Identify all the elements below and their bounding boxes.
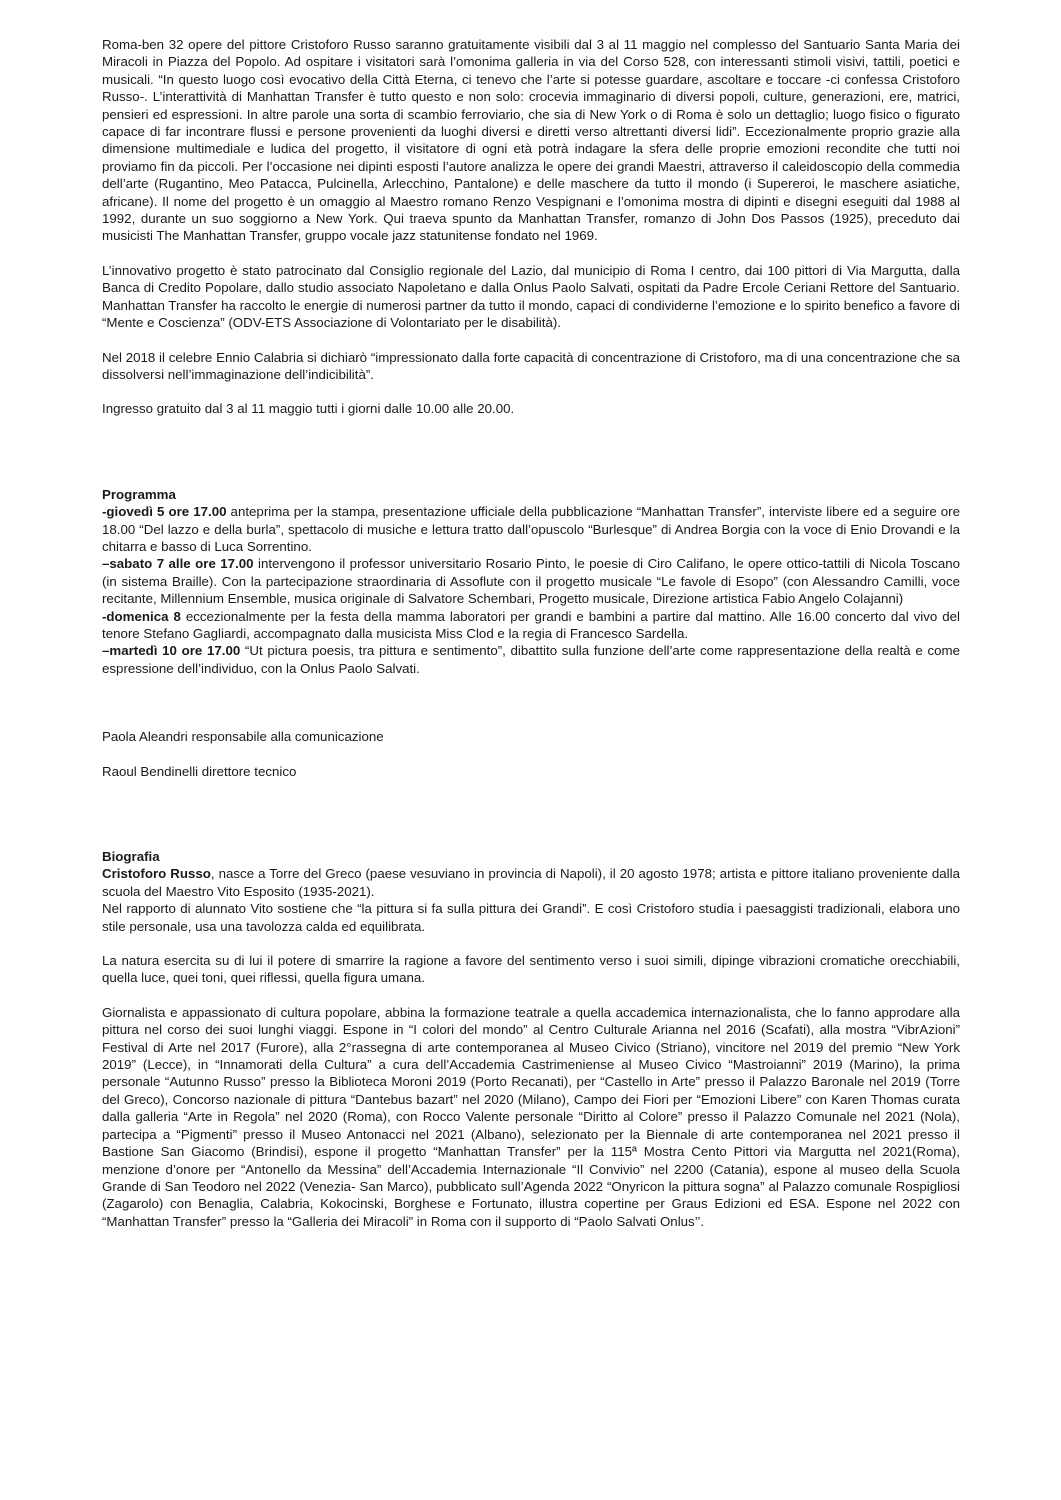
biografia-paragraph-2: La natura esercita su di lui il potere di smarrire la ragione a favore del sentimento verso i suoi simili, dipinge vibrazioni cromatiche orecchiabili, quella luce, quei toni, quei riflessi, quella figura umana. — [102, 953, 960, 986]
biografia-heading: Biografia — [102, 849, 160, 864]
programma-item — [102, 608, 960, 643]
programma-item-date: –martedì 10 ore 17.00 — [102, 643, 241, 659]
programma-item — [102, 503, 960, 555]
intro-paragraph-3: Nel 2018 il celebre Ennio Calabria si dichiarò “impressionato dalla forte capacità di concentrazione di Cristoforo, ma di una concentrazione che sa dissolversi nell’immaginazione dell’indicibilità”. — [102, 349, 960, 382]
credit-communication: Paola Aleandri responsabile alla comunicazione — [102, 729, 384, 745]
programma-item-text: anteprima per la stampa, presentazione ufficiale della pubblicazione “Manhattan Transfer”, interviste libere ed a seguire ore 18.00 “Del lazzo e della burla”, spettacolo di musiche e lettura tratto dall’opuscolo “Burlesque” di Andrea Borgia con la voce di Enio Drovandi e la chitarra e basso di Luca Sorrentino. — [102, 504, 961, 554]
programma-item-date: -giovedì 5 ore 17.00 — [102, 504, 227, 520]
programma-item-text: “Ut pictura poesis, tra pittura e sentimento”, dibattito sulla funzione dell’arte come rappresentazione della realtà e come espressione dell’individuo, con la Onlus Paolo Salvati. — [102, 643, 960, 676]
programma-item — [102, 555, 960, 607]
programma-item — [102, 642, 960, 677]
programma-item-text: eccezionalmente per la festa della mamma laboratori per grandi e bambini a partire dal mattino. Alle 16.00 concerto dal vivo del tenore Stefano Gagliardi, accompagnato dalla musicista Miss Clod e la regia di Francesco Sardella. — [102, 608, 960, 641]
intro-paragraph-2: L’innovativo progetto è stato patrocinato dal Consiglio regionale del Lazio, dal municipio di Roma I centro, dai 100 pittori di Via Margutta, dalla Banca di Credito Popolare, dallo studio associato Napoletano e dalla Onlus Paolo Salvati, ospitati da Padre Ercole Ceriani Rettore del Santuario. Manhattan Transfer ha raccolto le energie di numerosi partner da tutto il mondo, capaci di condividerne l’emozione e lo spirito benefico a favore di “Mente e Coscienza” (ODV-ETS Associazione di Volontariato per le disabilità). — [102, 262, 960, 331]
biografia-paragraph-1: Nel rapporto di alunnato Vito sostiene che “la pittura si fa sulla pittura dei Grandi”. E così Cristoforo studia i paesaggisti tradizionali, elabora uno stile personale, usa una tavolozza calda ed equilibrata. — [102, 901, 960, 934]
programma-item-date: –sabato 7 alle ore 17.00 — [102, 556, 254, 572]
biografia-lead — [102, 865, 960, 900]
intro-paragraph-1: Roma-ben 32 opere del pittore Cristoforo Russo saranno gratuitamente visibili dal 3 al 11 maggio nel complesso del Santuario Santa Maria dei Miracoli in Piazza del Popolo. Ad ospitare i visitatori sarà l’omonima galleria in via del Corso 528, con interessanti stimoli visivi, tattili, poetici e musicali. “In questo luogo così evocativo della Città Eterna, ci tenevo che l’arte si potesse guardare, ascoltare e toccare -ci confessa Cristoforo Russo-. L’interattività di Manhattan Transfer è tutto questo e non solo: crocevia immaginario di diversi popoli, culture, generazioni, ere, matrici, pensieri ed espressioni. In altre parole una sorta di scambio ferroviario, che sia di New York o di Roma è solo un dettaglio; luogo fisico o figurato capace di far incontrare flussi e persone provenienti da luoghi diversi e diretti verso altrettanti diversi lidi”. Eccezionalmente proprio grazie alla dimensione multimediale e ludica del progetto, il visitatore di ogni età potrà indagare la sfera delle proprie emozioni recondite che tutti noi proviamo fin da piccoli. Per l’occasione nei dipinti esposti l’autore analizza le opere dei grandi Maestri, attraverso il caleidoscopio della commedia dell’arte (Rugantino, Meo Patacca, Pulcinella, Arlecchino, Pantalone) e delle maschere da tutto il mondo (i Supereroi, le maschere asiatiche, africane). Il nome del progetto è un omaggio al Maestro romano Renzo Vespignani e l’omonima mostra di dipinti e disegni eseguiti dal 1988 al 1992, durante un suo soggiorno a New York. Qui traeva spunto da Manhattan Transfer, romanzo di John Dos Passos (1925), preceduto dai musicisti The Manhattan Transfer, gruppo vocale jazz statunitense fondato nel 1969. — [102, 37, 960, 244]
credit-technical-director: Raoul Bendinelli direttore tecnico — [102, 763, 297, 779]
programma-item-date: -domenica 8 — [102, 608, 181, 624]
document-page — [102, 36, 960, 1230]
artist-name: Cristoforo Russo — [102, 866, 211, 882]
admission-info: Ingresso gratuito dal 3 al 11 maggio tutti i giorni dalle 10.00 alle 20.00. — [102, 401, 515, 417]
programma-heading: Programma — [102, 486, 176, 502]
programma-item-text: intervengono il professor universitario Rosario Pinto, le poesie di Ciro Califano, le opere ottico-tattili di Nicola Toscano (in sistema Braille). Con la partecipazione straordinaria di Assoflute con il progetto musicale “Le favole di Esopo” (con Alessandro Camilli, voce recitante, Millennium Ensemble, musica originale di Salvatore Schembari, Progetto musicale, Direzione artistica Fabio Angelo Colajanni) — [102, 556, 960, 607]
biografia-paragraph-3: Giornalista e appassionato di cultura popolare, abbina la formazione teatrale a quella accademica internazionalista, che lo fanno approdare alla pittura nel corso dei suoi lunghi viaggi. Espone in “I colori del mondo” al Centro Culturale Arianna nel 2016 (Scafati), alla mostra “VibrAzioni” Festival di Arte nel 2017 (Furore), alla 2°rassegna di arte contemporanea al Museo Civico (Striano), vincitore nel 2019 del premio “New York 2019” (Lecce), in “Innamorati della Cultura” a cura dell’Accademia Castrimeniense al Museo Civico “Mastroianni” 2019 (Marino), la prima personale “Autunno Russo” presso la Biblioteca Moroni 2019 (Porto Recanati), per “Castello in Arte” presso il Palazzo Baronale nel 2019 (Torre del Greco), Concorso nazionale di pittura “Dantebus bazart” nel 2020 (Milano), Campo dei Fiori per “Emozioni Libere” con Karen Thomas curata dalla galleria “Arte in Regola” nel 2020 (Roma), con Rocco Valente personale “Diritto al Colore” presso il Palazzo Comunale nel 2021 (Nola), partecipa a “Pigmenti” presso il Museo Antonacci nel 2021 (Albano), selezionato per la Biennale di arte contemporanea nel 2021 presso il Bastione San Giacomo (Brindisi), espone il progetto “Manhattan Transfer” per la 115ª Mostra Cento Pittori via Margutta nel 2021(Roma), menzione d’onore per “Antonello da Messina” dell’Accademia Internazionale “Il Convivio” nel 2200 (Catania), espone al museo della Scuola Grande di San Teodoro nel 2022 (Venezia- San Marco), pubblicato sull’Agenda 2022 “Onyricon la pittura sogna” al Palazzo comunale Rospigliosi (Zagarolo) con Benaglia, Calabria, Kokocinski, Borghese e Fortunato, illustra copertine per Graus Edizioni ed ESA. Espone nel 2022 con “Manhattan Transfer” presso la “Galleria dei Miracoli” in Roma con il supporto di “Paolo Salvati Onlus’’. — [102, 1004, 960, 1229]
biografia-lead-text: , nasce a Torre del Greco (paese vesuviano in provincia di Napoli), il 20 agosto 1978; artista e pittore italiano proveniente dalla scuola del Maestro Vito Esposito (1935-2021). — [102, 866, 960, 899]
